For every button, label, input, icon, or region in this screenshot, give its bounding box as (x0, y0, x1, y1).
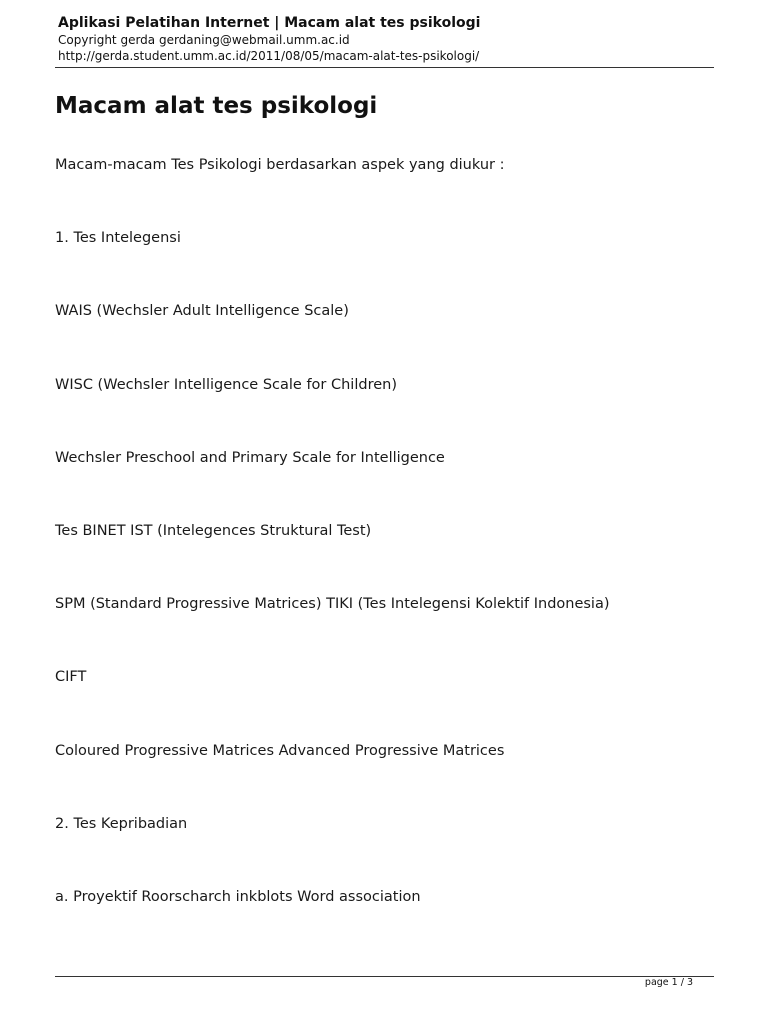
page-title: Macam alat tes psikologi (55, 93, 378, 119)
header-url: http://gerda.student.umm.ac.id/2011/08/05/macam-alat-tes-psikologi/ (58, 49, 480, 63)
body-line: 2. Tes Kepribadian (55, 815, 188, 832)
page-number: page 1 / 3 (644, 977, 693, 988)
body-line: SPM (Standard Progressive Matrices) TIKI (Tes Intelegensi Kolektif Indonesia) (55, 596, 610, 613)
body-line: Wechsler Preschool and Primary Scale for Intelligence (55, 449, 445, 466)
body-line: Macam-macam Tes Psikologi berdasarkan aspek yang diukur : (55, 157, 505, 173)
body-line: Tes BINET IST (Intelegences Struktural Test) (55, 522, 372, 539)
header-title: Aplikasi Pelatihan Internet | Macam alat tes psikologi (58, 15, 481, 31)
body-line: CIFT (55, 669, 87, 686)
document-header (58, 14, 714, 64)
body-line: a. Proyektif Roorscharch inkblots Word association (55, 888, 421, 905)
body-line: 1. Tes Intelegensi (55, 230, 181, 247)
body-line: WAIS (Wechsler Adult Intelligence Scale) (55, 303, 349, 320)
header-divider (55, 67, 714, 68)
body-line: WISC (Wechsler Intelligence Scale for Children) (55, 376, 397, 393)
footer-divider (55, 976, 714, 977)
article-body (55, 154, 715, 959)
header-copyright: Copyright gerda gerdaning@webmail.umm.ac.id (58, 33, 350, 47)
body-line: Coloured Progressive Matrices Advanced Progressive Matrices (55, 742, 505, 759)
